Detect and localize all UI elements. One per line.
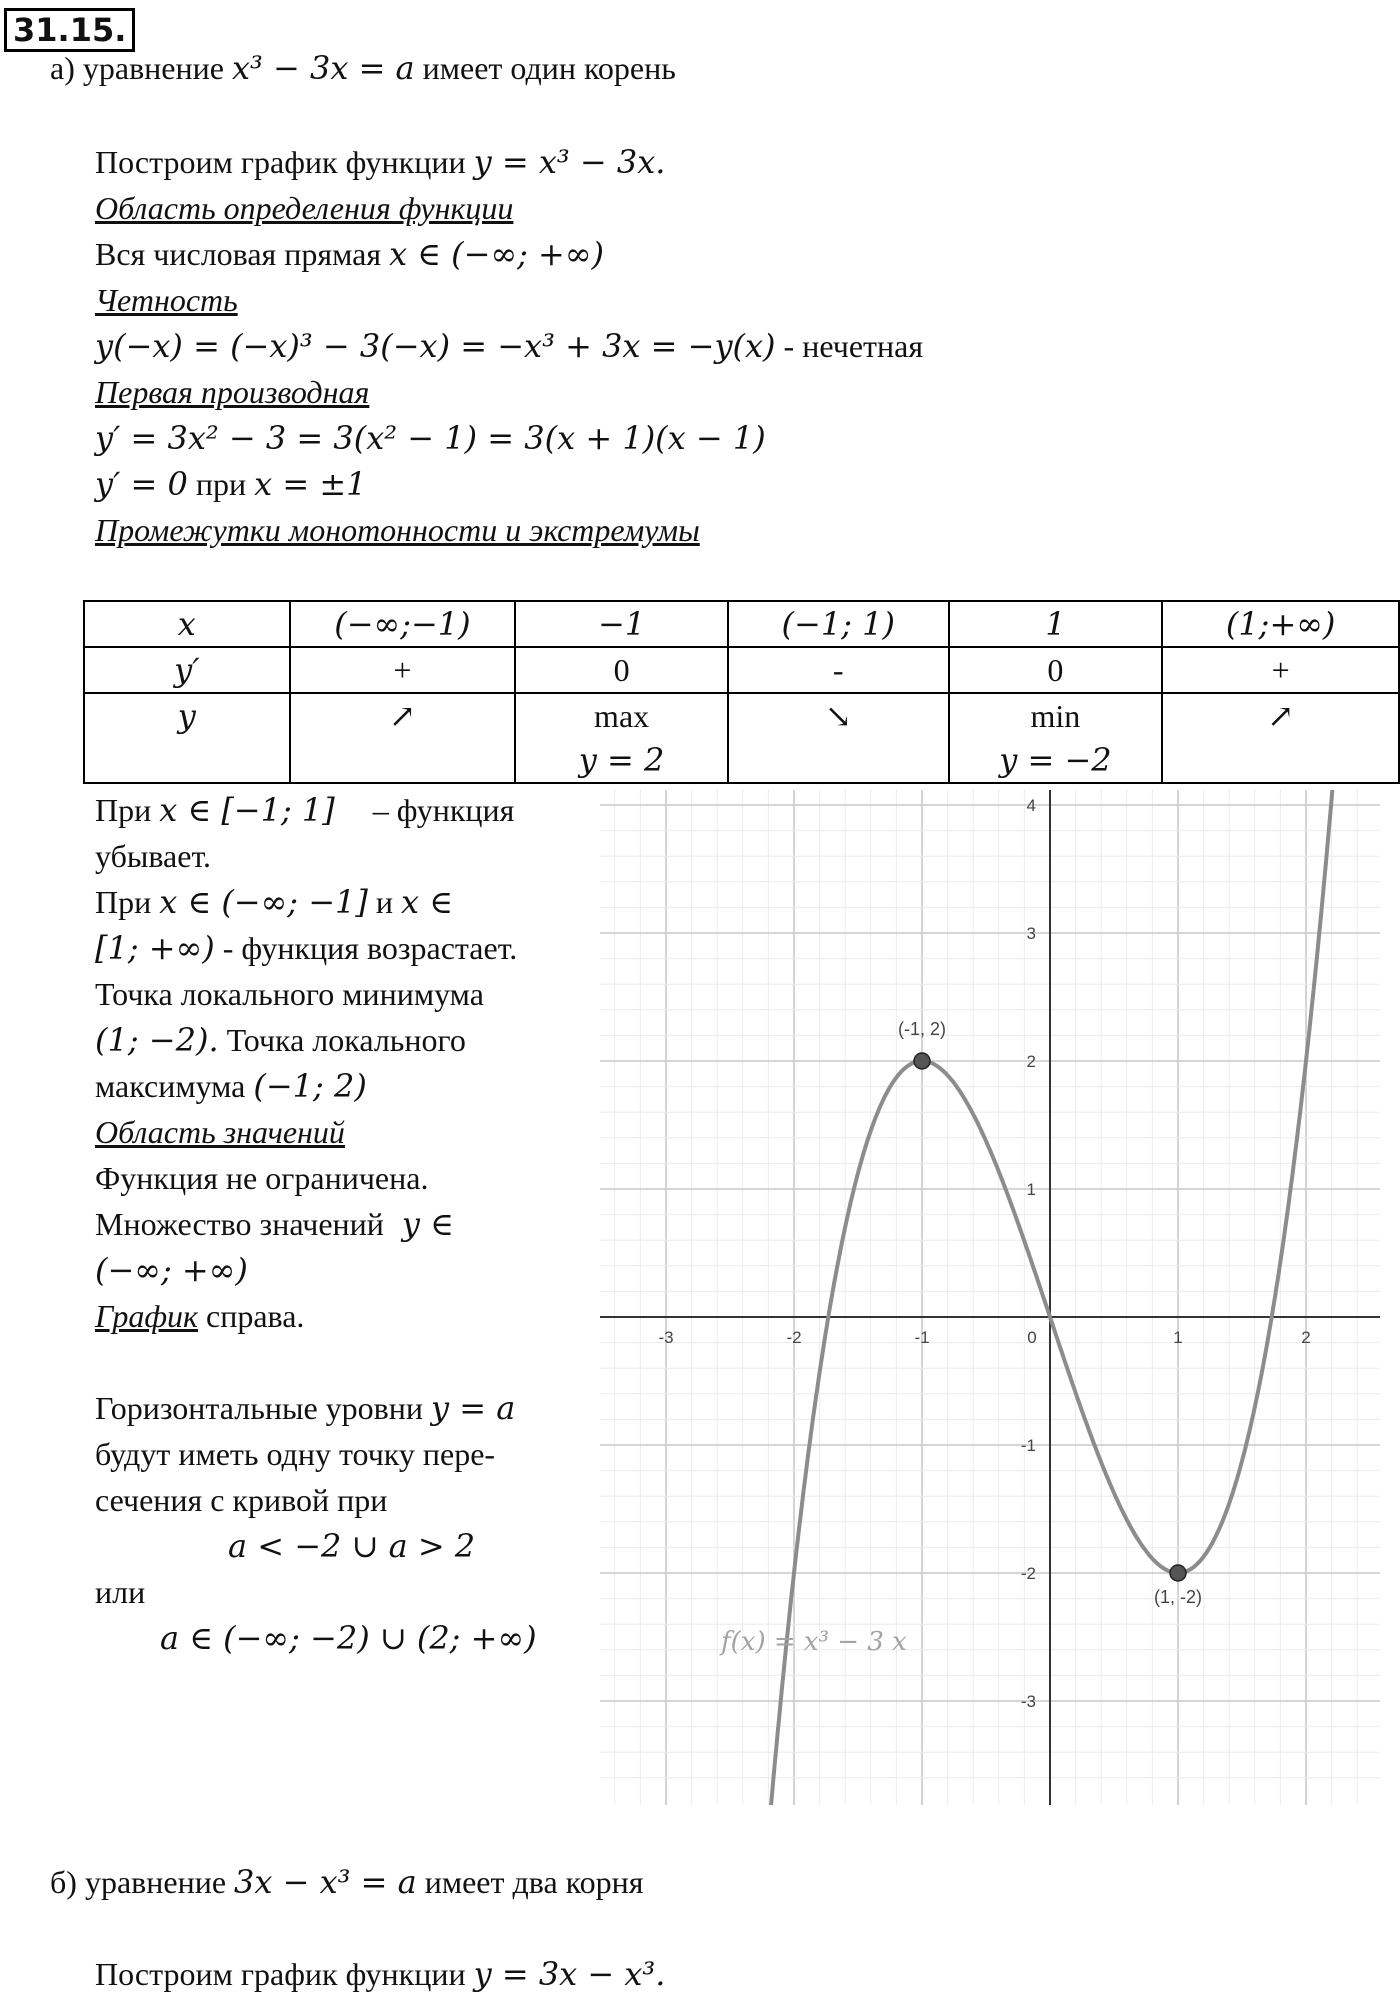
conclusion-line3: сечения с кривой при: [95, 1482, 388, 1518]
graph-ref-text: справа.: [206, 1298, 305, 1334]
monotonic-heading: Промежутки монотонности и экстремумы: [95, 512, 700, 548]
intro-formula: y = x³ − 3x.: [473, 143, 666, 181]
point-marker: [914, 1053, 930, 1069]
increasing-line1: [95, 882, 453, 922]
table-cell: ↗: [1162, 693, 1399, 783]
condition-2: a ∈ (−∞; −2) ∪ (2; +∞): [160, 1619, 537, 1657]
part-b-equation: 3x − x³ = a: [234, 1863, 417, 1901]
range-text: Множество значений: [95, 1206, 384, 1242]
table-cell: 1: [949, 601, 1163, 647]
increasing-formula-1: x ∈ (−∞; −1]: [159, 883, 368, 921]
increasing-formula-2: [1; +∞): [95, 929, 215, 967]
x-tick-label: 1: [1173, 1328, 1183, 1347]
increasing-line2: [95, 928, 517, 968]
table-cell: (1;+∞): [1162, 601, 1399, 647]
derivative-zero-value: x = ±1: [254, 465, 367, 503]
min-value: y = −2: [999, 741, 1112, 779]
derivative-formula: y′ = 3x² − 3 = 3(x² − 1) = 3(x + 1)(x − 1): [95, 419, 766, 457]
part-a-marker: а): [50, 50, 75, 86]
max-label: max: [594, 698, 650, 734]
max-line: [95, 1066, 367, 1106]
increasing-text-2: - функция возрастает.: [222, 930, 518, 966]
y-tick-label: 4: [1026, 796, 1036, 815]
intro-b-text: Построим график функции: [95, 1956, 466, 1992]
table-row-function: [84, 693, 1399, 783]
table-row-x: [84, 601, 1399, 647]
point-label: (1, -2): [1153, 1587, 1203, 1607]
increasing-and: и: [375, 884, 393, 920]
decreasing-text: При: [95, 792, 152, 828]
part-a-text-after: имеет один корень: [422, 50, 676, 86]
conclusion-text: Горизонтальные уровни: [95, 1390, 423, 1426]
or-word: или: [95, 1574, 146, 1610]
y-tick-label: 2: [1026, 1052, 1036, 1071]
table-cell: ↗: [290, 693, 516, 783]
max-value: y = 2: [578, 741, 665, 779]
derivative-zero-formula: y′ = 0: [95, 465, 188, 503]
table-cell: −1: [515, 601, 728, 647]
decreasing-line1: [95, 790, 514, 830]
intro-text: Построим график функции: [95, 144, 466, 180]
part-b-text-before: уравнение: [84, 1864, 227, 1900]
range-line2: [95, 1204, 454, 1244]
increasing-text: При: [95, 884, 152, 920]
y-tick-label: -1: [1020, 1436, 1036, 1455]
point-label: (-1, 2): [897, 1019, 947, 1039]
y-tick-label: 1: [1026, 1180, 1036, 1199]
table-cell-max: [515, 693, 728, 783]
table-cell: 0: [515, 647, 728, 693]
table-cell: x: [84, 601, 290, 647]
range-formula: y ∈: [401, 1205, 454, 1243]
problem-number: 31.15.: [4, 8, 135, 52]
condition-1: a < −2 ∪ a > 2: [228, 1527, 476, 1565]
table-cell: (−∞;−1): [290, 601, 516, 647]
table-cell: -: [728, 647, 949, 693]
min-label: min: [1030, 698, 1081, 734]
part-a-heading: [50, 48, 676, 88]
conclusion-line1: [95, 1388, 515, 1428]
table-cell: y: [84, 693, 290, 783]
intro-line-b: [95, 1954, 665, 1994]
decreasing-text-2: – функция: [372, 792, 515, 828]
table-cell: (−1; 1): [728, 601, 949, 647]
derivative-heading: Первая производная: [95, 374, 370, 410]
table-cell: ↘: [728, 693, 949, 783]
graph-ref-heading: График: [95, 1298, 198, 1334]
point-marker: [1170, 1565, 1186, 1581]
part-b-marker: б): [50, 1864, 77, 1900]
min-line1: Точка локального минимума: [95, 976, 484, 1012]
conclusion-formula: y = a: [431, 1389, 516, 1427]
domain-line: [95, 234, 604, 274]
domain-heading: Область определения функции: [95, 190, 514, 226]
x-tick-label: -1: [914, 1328, 930, 1347]
range-line3: (−∞; +∞): [95, 1251, 248, 1289]
function-graph: [600, 790, 1380, 1805]
y-tick-label: -2: [1020, 1564, 1036, 1583]
domain-formula: x ∈ (−∞; +∞): [389, 235, 604, 273]
max-point: (−1; 2): [253, 1067, 367, 1105]
max-text: максимума: [95, 1068, 246, 1104]
range-heading: Область значений: [95, 1114, 345, 1150]
table-cell-min: [949, 693, 1163, 783]
parity-heading: Четность: [95, 282, 238, 318]
decreasing-formula: x ∈ [−1; 1]: [159, 791, 335, 829]
parity-line: [95, 326, 923, 366]
x-tick-label: -3: [658, 1328, 674, 1347]
parity-formula: y(−x) = (−x)³ − 3(−x) = −x³ + 3x = −y(x): [95, 327, 776, 365]
function-label: f(x) = x³ − 3 x: [721, 1626, 907, 1657]
decreasing-line2: убывает.: [95, 838, 212, 874]
derivative-zero-line: [95, 464, 366, 504]
x-tick-label: -2: [786, 1328, 802, 1347]
intro-line: [95, 142, 665, 182]
range-line1: Функция не ограничена.: [95, 1160, 429, 1196]
intro-b-formula: y = 3x − x³.: [473, 1955, 666, 1993]
min-point: (1; −2).: [95, 1021, 219, 1059]
part-b-text-after: имеет два корня: [424, 1864, 644, 1900]
graph-ref-line: [95, 1296, 304, 1336]
table-row-derivative: [84, 647, 1399, 693]
table-cell: 0: [949, 647, 1163, 693]
part-b-heading: [50, 1862, 643, 1902]
min-line2: [95, 1020, 466, 1060]
y-tick-label: -3: [1020, 1692, 1036, 1711]
x-tick-label: 2: [1301, 1328, 1311, 1347]
table-cell: +: [1162, 647, 1399, 693]
conclusion-line2: будут иметь одну точку пере-: [95, 1436, 496, 1472]
parity-conclusion: - нечетная: [783, 328, 924, 364]
increasing-x: x ∈: [401, 883, 453, 921]
table-cell: +: [290, 647, 516, 693]
domain-text: Вся числовая прямая: [95, 236, 382, 272]
derivative-zero-word: при: [195, 466, 247, 502]
part-a-text-before: уравнение: [82, 50, 224, 86]
x-tick-label: 0: [1027, 1328, 1037, 1347]
y-tick-label: 3: [1026, 924, 1036, 943]
monotonicity-table: [83, 600, 1400, 784]
table-cell: y′: [84, 647, 290, 693]
min-text-2: Точка локального: [226, 1022, 466, 1058]
part-a-equation: x³ − 3x = a: [231, 49, 415, 87]
